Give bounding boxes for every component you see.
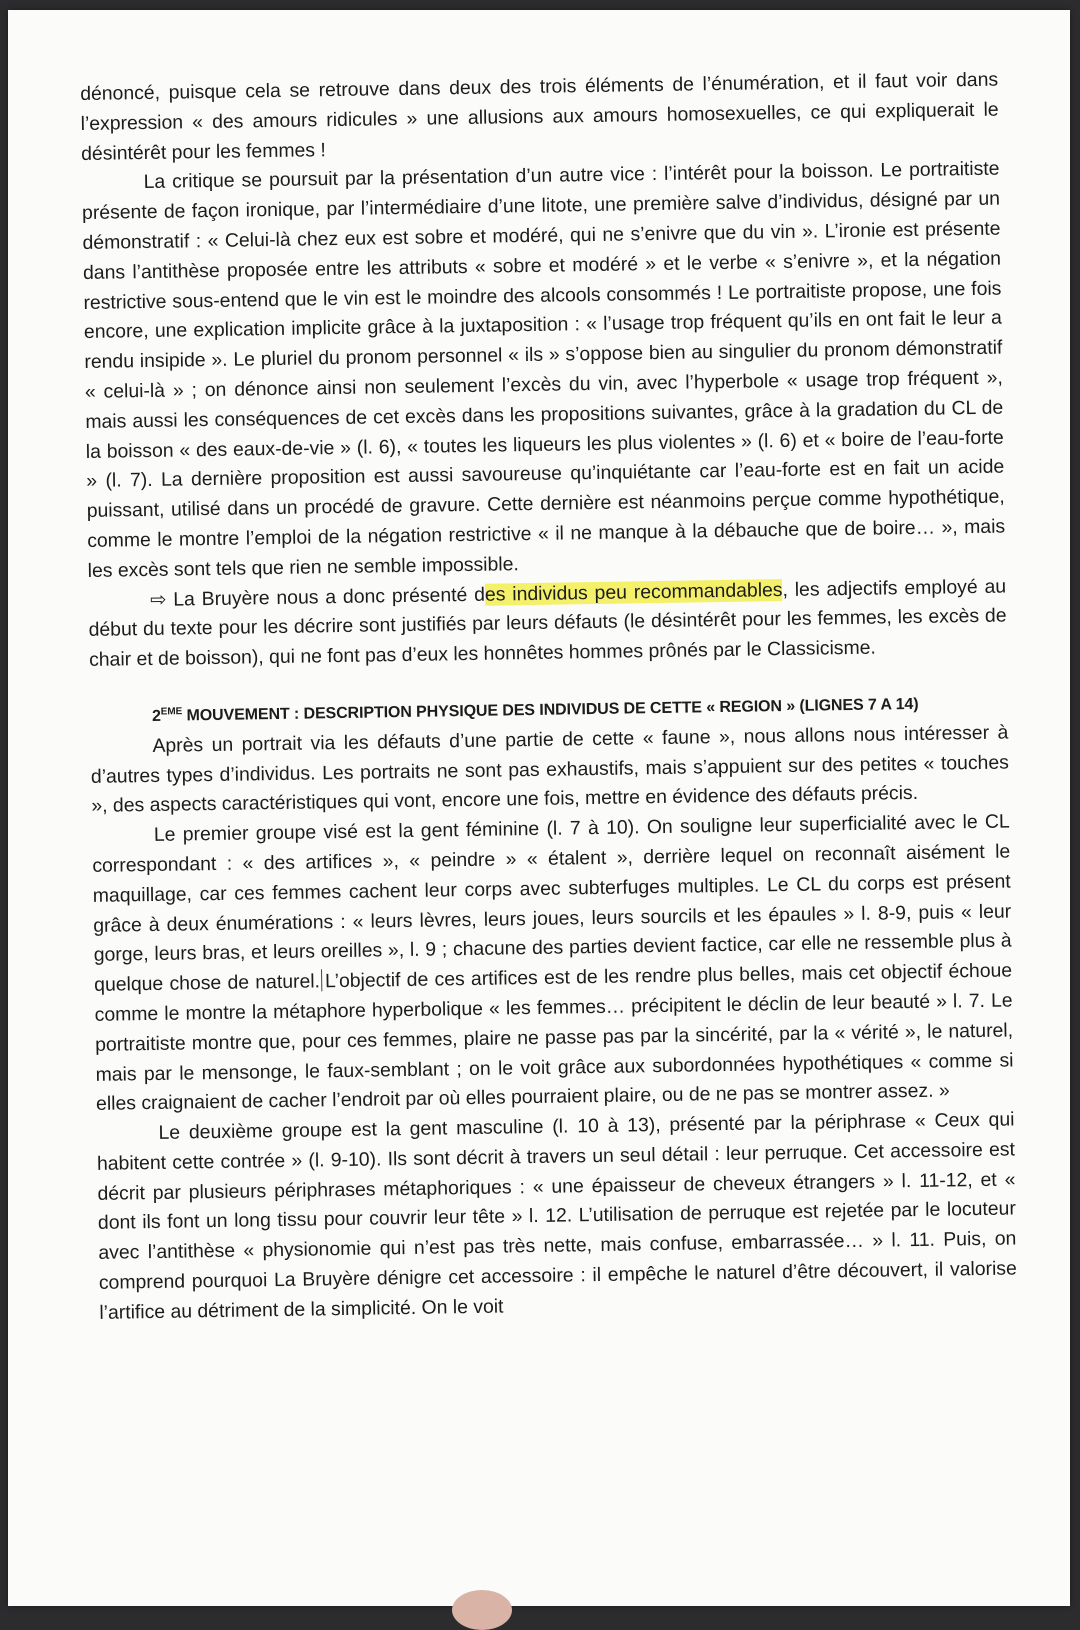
highlighted-text: es individus peu recommandables xyxy=(484,578,783,606)
section-heading-number: 2 xyxy=(151,707,161,725)
paragraph-3 xyxy=(88,572,1007,676)
text-cursor-icon xyxy=(321,969,324,991)
section-heading-ordinal: EME xyxy=(160,706,183,718)
paragraph-1: dénoncé, puisque cela se retrouve dans deux des trois éléments de l’énumération, et il faut voir dans l’expression « des amours ridicules » une allusions aux amours homosexuelles, ce qui expliquerait le désintérêt pour les femmes ! xyxy=(80,68,999,165)
finger-photo-artifact xyxy=(452,1590,512,1630)
paragraph-3-start: ⇨ La Bruyère nous a donc présenté d xyxy=(149,583,486,611)
paragraph-4: Après un portrait via les défauts d’une partie de cette « faune », nous allons nous intéresser à d’autres types d’individus. Les portraits ne sont pas exhaustifs, mais s’appuient sur des petites « touches », des aspects caractéristiques qui vont, encore une fois, mettre en évidence des défauts précis. xyxy=(90,721,1010,818)
section-heading-text: MOUVEMENT : DESCRIPTION PHYSIQUE DES INDIVIDUS DE CETTE « REGION » (LIGNES 7 A 14) xyxy=(182,695,919,725)
document-page xyxy=(8,10,1070,1606)
paragraph-5-end: L’objectif de ces artifices est de les rendre plus belles, mais cet objectif échoue comme le montre la métaphore hyperbolique « les femmes… précipitent le déclin de leur beauté » l. 7. Le portraitiste montre que, pour ces femmes, plaire ne passe pas par la sincérité, par la « vérité », le naturel, mais par le mensonge, le faux-semblant ; on le voit grâce aux subordonnées hypothétiques « comme si elles craignaient de cacher l’endroit par où elles pourraient plaire, ou de ne pas se montrer assez. » xyxy=(94,959,1014,1116)
document-body xyxy=(80,66,1018,1329)
paragraph-3-end: , les adjectifs employé au début du texte pour les décrire sont justifiés par leurs défauts (le désintérêt pour les femmes, les excès de chair et de boisson), qui ne font pas d’eux les honnêtes hommes prônés par le Classicisme. xyxy=(88,575,1007,672)
paragraph-5 xyxy=(92,808,1015,1120)
paragraph-5-start: Le premier groupe visé est la gent féminine (l. 7 à 10). On souligne leur superficialité avec le CL correspondant : « des artifices », « peindre » « étalent », derrière lequel on reconnaît aisément le maquillage, car ces femmes cachent leur corps avec subterfuges multiples. Le CL du corps est présent grâce à deux énumérations : « leurs lèvres, leurs joues, leurs sourcils et les épaules » l. 8-9, puis « leur gorge, leurs bras, et leurs oreilles », l. 9 ; chacune des parties devient factice, car elle ne ressemble plus à quelque chose de naturel. xyxy=(92,810,1012,996)
paragraph-2: La critique se poursuit par la présentation d’un autre vice : l’intérêt pour la boisson. Le portraitiste présente de façon ironique, par l’intermédiaire d’une litote, une première salve d’individus, désigné par un démonstratif : « Celui-là chez eux est sobre et modéré, qui ne s’enivre que du vin ». L’ironie est présente dans l’antithèse proposée entre les attributs « sobre et modéré » et le verbe « s’enivre », et la négation restrictive sous-entend que le vin est le moindre des alcools consommés ! Le portraitiste propose, une fois encore, une explication implicite grâce à la juxtaposition : « l’usage trop fréquent qu’ils en ont fait le leur a rendu insipide ». Le pluriel du pronom personnel « ils » s’oppose bien au singulier du pronom démonstratif « celui-là » ; on dénonce ainsi non seulement l’excès du vin, avec l’hyperbole « usage trop fréquent », mais aussi les conséquences de cet excès dans les propositions suivantes, grâce à la gradation du CL de la boisson « des eaux-de-vie » (l. 6), « toutes les liqueurs les plus violentes » (l. 6) et « boire de l’eau-forte » (l. 7). La dernière proposition est aussi savoureuse qu’inquiétante car l’eau-forte est en fait un acide puissant, utilisé dans un procédé de gravure. Cette dernière est néanmoins perçue comme hypothétique, comme le montre l’emploi de la négation restrictive « il ne manque à la débauche que de boire… », mais les excès sont tels que rien ne semble impossible. xyxy=(81,157,1006,582)
paragraph-6: Le deuxième groupe est la gent masculine (l. 10 à 13), présenté par la périphrase « Ceux qui habitent cette contrée » (l. 9-10). Ils sont décrit à travers un seul détail : leur perruque. Cet accessoire est décrit par plusieurs périphrases métaphoriques : « une épaisseur de cheveux étrangers » l. 11-12, et « dont ils font un long tissu pour couvrir leur tête » l. 12. L’utilisation de perruque est rejetée par le locuteur avec l’antithèse « physionomie qui n’est pas très nette, mais confuse, embarrassée… » l. 11. Puis, on comprend pourquoi La Bruyère dénigre cet accessoire : il empêche le naturel d’être découvert, il valorise l’artifice au détriment de la simplicité. On le voit xyxy=(96,1108,1017,1324)
